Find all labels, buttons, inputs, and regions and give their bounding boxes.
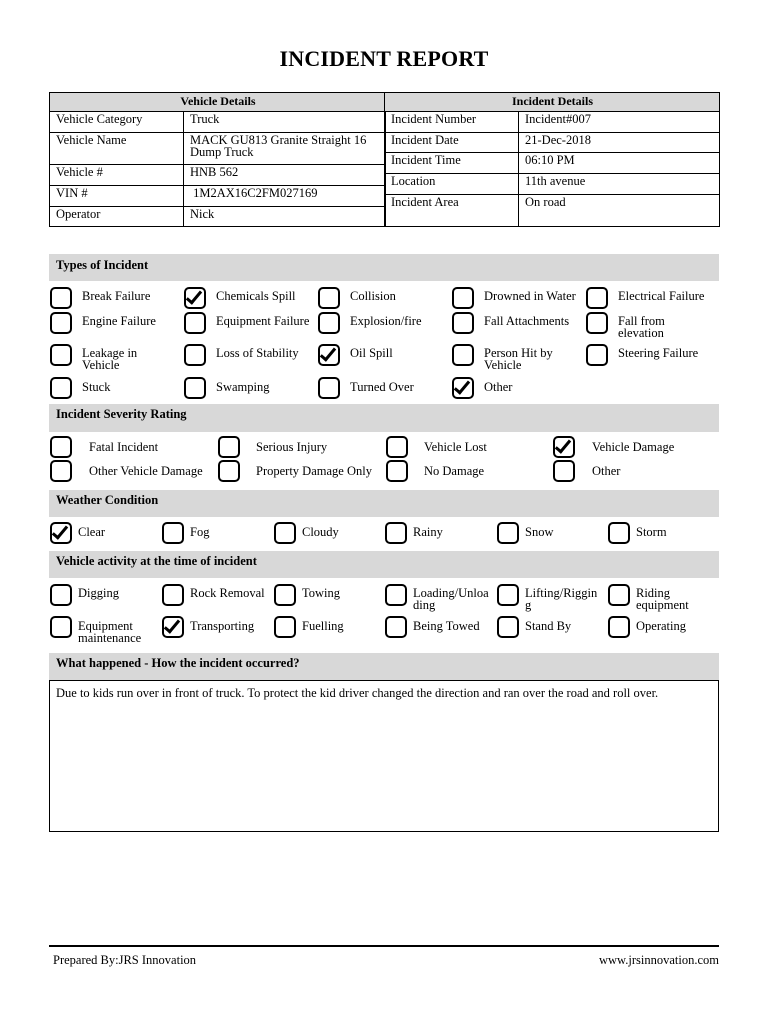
incident-description: Due to kids run over in front of truck. To protect the kid driver changed the direction and ran over the road and roll over. bbox=[49, 680, 719, 832]
footer-divider bbox=[49, 945, 719, 947]
section-what-happened: What happened - How the incident occurred? bbox=[49, 653, 719, 680]
field-value: Nick bbox=[184, 207, 386, 227]
option-label: Fuelling bbox=[302, 619, 344, 633]
option-label: Engine Failure bbox=[82, 314, 156, 328]
field-value: Incident#007 bbox=[519, 112, 720, 133]
option-label: Other bbox=[592, 464, 621, 478]
option-label: Turned Over bbox=[350, 380, 414, 394]
oil-spill-checkbox[interactable] bbox=[318, 344, 340, 366]
option-label: Fall from elevation bbox=[618, 314, 665, 340]
swamping-checkbox[interactable] bbox=[184, 377, 206, 399]
website-link[interactable]: www.jrsinnovation.com bbox=[598, 953, 719, 967]
option-label: Leakage in Vehicle bbox=[82, 346, 138, 372]
option-label: Transporting bbox=[190, 619, 255, 633]
option-label: Electrical Failure bbox=[618, 289, 705, 303]
field-value: 11th avenue bbox=[519, 174, 720, 195]
fatal-incident-checkbox[interactable] bbox=[50, 436, 72, 458]
fog-checkbox[interactable] bbox=[162, 522, 184, 544]
option-label: Vehicle Lost bbox=[424, 440, 487, 454]
field-value: 1M2AX16C2FM027169 bbox=[184, 186, 386, 207]
option-label: Snow bbox=[525, 525, 554, 539]
option-label: Cloudy bbox=[302, 525, 339, 539]
other-vehicle-damage-checkbox[interactable] bbox=[50, 460, 72, 482]
stand-by-checkbox[interactable] bbox=[497, 616, 519, 638]
person-hit-by-vehicle-checkbox[interactable] bbox=[452, 344, 474, 366]
incident-details-table bbox=[384, 92, 720, 227]
option-label: Other bbox=[484, 380, 513, 394]
section-weather-condition: Weather Condition bbox=[49, 490, 719, 517]
snow-checkbox[interactable] bbox=[497, 522, 519, 544]
option-label: No Damage bbox=[424, 464, 485, 478]
rock-removal-checkbox[interactable] bbox=[162, 584, 184, 606]
turned-over-checkbox[interactable] bbox=[318, 377, 340, 399]
prepared-by: Prepared By:JRS Innovation bbox=[53, 953, 197, 967]
vehicle-details-table bbox=[49, 92, 386, 227]
field-label: Vehicle Category bbox=[50, 112, 184, 133]
option-label: Storm bbox=[636, 525, 667, 539]
option-label: Oil Spill bbox=[350, 346, 393, 360]
field-value: MACK GU813 Granite Straight 16 Dump Truck bbox=[184, 133, 386, 165]
rainy-checkbox[interactable] bbox=[385, 522, 407, 544]
serious-injury-checkbox[interactable] bbox=[218, 436, 240, 458]
chemicals-spill-checkbox[interactable] bbox=[184, 287, 206, 309]
field-label: Vehicle # bbox=[50, 165, 184, 186]
cloudy-checkbox[interactable] bbox=[274, 522, 296, 544]
field-label: VIN # bbox=[50, 186, 184, 207]
option-label: Operating bbox=[636, 619, 686, 633]
field-label: Incident Number bbox=[385, 112, 519, 133]
operating-checkbox[interactable] bbox=[608, 616, 630, 638]
option-label: Explosion/fire bbox=[350, 314, 422, 328]
clear-checkbox[interactable] bbox=[50, 522, 72, 544]
incident-details-header: Incident Details bbox=[385, 93, 720, 112]
stuck-checkbox[interactable] bbox=[50, 377, 72, 399]
loading-unloading-checkbox[interactable] bbox=[385, 584, 407, 606]
equipment-maintenance-checkbox[interactable] bbox=[50, 616, 72, 638]
lifting-rigging-checkbox[interactable] bbox=[497, 584, 519, 606]
field-label: Location bbox=[385, 174, 519, 195]
engine-failure-checkbox[interactable] bbox=[50, 312, 72, 334]
option-label: Collision bbox=[350, 289, 396, 303]
field-label: Operator bbox=[50, 207, 184, 227]
field-label: Incident Time bbox=[385, 153, 519, 174]
report-title: INCIDENT REPORT bbox=[279, 46, 489, 71]
option-label: Stand By bbox=[525, 619, 572, 633]
vehicle-damage-checkbox[interactable] bbox=[553, 436, 575, 458]
option-label: Rock Removal bbox=[190, 586, 265, 600]
option-label: Equipment Failure bbox=[216, 314, 310, 328]
steering-failure-checkbox[interactable] bbox=[586, 344, 608, 366]
option-label: Being Towed bbox=[413, 619, 480, 633]
drowned-in-water-checkbox[interactable] bbox=[452, 287, 474, 309]
option-label: Break Failure bbox=[82, 289, 151, 303]
option-label: Vehicle Damage bbox=[592, 440, 675, 454]
option-label: Drowned in Water bbox=[484, 289, 576, 303]
no-damage-checkbox[interactable] bbox=[386, 460, 408, 482]
field-label: Incident Date bbox=[385, 133, 519, 153]
electrical-failure-checkbox[interactable] bbox=[586, 287, 608, 309]
towing-checkbox[interactable] bbox=[274, 584, 296, 606]
storm-checkbox[interactable] bbox=[608, 522, 630, 544]
option-label: Steering Failure bbox=[618, 346, 699, 360]
vehicle-lost-checkbox[interactable] bbox=[386, 436, 408, 458]
break-failure-checkbox[interactable] bbox=[50, 287, 72, 309]
fall-attachments-checkbox[interactable] bbox=[452, 312, 474, 334]
option-label: Fog bbox=[190, 525, 210, 539]
option-label: Chemicals Spill bbox=[216, 289, 296, 303]
riding-equipment-checkbox[interactable] bbox=[608, 584, 630, 606]
field-value: 21-Dec-2018 bbox=[519, 133, 720, 153]
fall-from-elevation-checkbox[interactable] bbox=[586, 312, 608, 334]
option-label: Stuck bbox=[82, 380, 111, 394]
field-value: On road bbox=[519, 195, 720, 227]
option-label: Towing bbox=[302, 586, 341, 600]
field-value: Truck bbox=[184, 112, 386, 133]
being-towed-checkbox[interactable] bbox=[385, 616, 407, 638]
field-label: Vehicle Name bbox=[50, 133, 184, 165]
option-label: Loading/Unloa ding bbox=[413, 586, 489, 612]
leakage-in-vehicle-checkbox[interactable] bbox=[50, 344, 72, 366]
transporting-checkbox[interactable] bbox=[162, 616, 184, 638]
explosion-fire-checkbox[interactable] bbox=[318, 312, 340, 334]
option-label: Riding equipment bbox=[636, 586, 689, 612]
digging-checkbox[interactable] bbox=[50, 584, 72, 606]
option-label: Rainy bbox=[413, 525, 443, 539]
option-label: Lifting/Riggin g bbox=[525, 586, 598, 612]
option-label: Serious Injury bbox=[256, 440, 328, 454]
option-label: Other Vehicle Damage bbox=[89, 464, 203, 478]
other-severity-checkbox[interactable] bbox=[553, 460, 575, 482]
section-types-of-incident: Types of Incident bbox=[49, 254, 719, 281]
collision-checkbox[interactable] bbox=[318, 287, 340, 309]
option-label: Fall Attachments bbox=[484, 314, 570, 328]
option-label: Person Hit by Vehicle bbox=[484, 346, 553, 372]
option-label: Fatal Incident bbox=[89, 440, 159, 454]
option-label: Swamping bbox=[216, 380, 270, 394]
field-value: HNB 562 bbox=[184, 165, 386, 186]
field-label: Incident Area bbox=[385, 195, 519, 227]
vehicle-details-header: Vehicle Details bbox=[50, 93, 386, 112]
option-label: Equipment maintenance bbox=[78, 619, 142, 645]
option-label: Digging bbox=[78, 586, 119, 600]
property-damage-only-checkbox[interactable] bbox=[218, 460, 240, 482]
loss-of-stability-checkbox[interactable] bbox=[184, 344, 206, 366]
equipment-failure-checkbox[interactable] bbox=[184, 312, 206, 334]
option-label: Clear bbox=[78, 525, 106, 539]
option-label: Property Damage Only bbox=[256, 464, 372, 478]
fuelling-checkbox[interactable] bbox=[274, 616, 296, 638]
other-incident-checkbox[interactable] bbox=[452, 377, 474, 399]
field-value: 06:10 PM bbox=[519, 153, 720, 174]
option-label: Loss of Stability bbox=[216, 346, 299, 360]
section-incident-severity-rating: Incident Severity Rating bbox=[49, 404, 719, 432]
section-vehicle-activity: Vehicle activity at the time of incident bbox=[49, 551, 719, 578]
